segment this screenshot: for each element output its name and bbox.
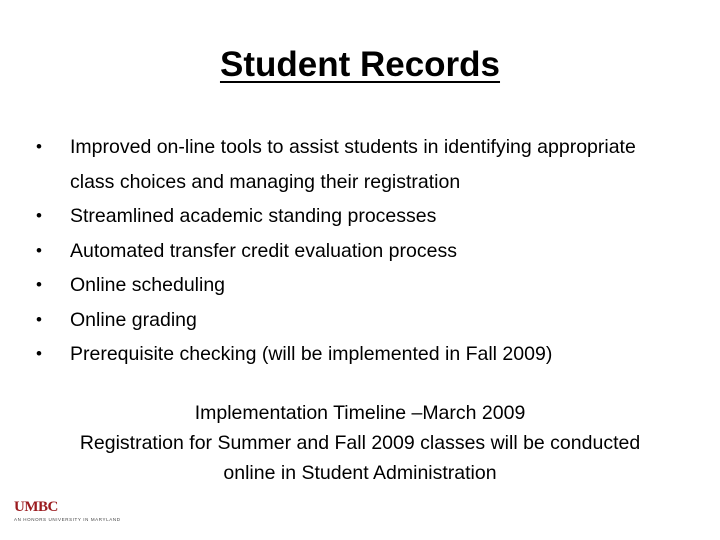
bullet-item — [36, 199, 676, 234]
bullet-text: Prerequisite checking (will be implemented in Fall 2009) — [70, 343, 553, 365]
bullet-text: Online scheduling — [70, 274, 226, 296]
timeline-line-3: online in Student Administration — [223, 462, 497, 484]
bullet-text: Automated transfer credit evaluation process — [70, 239, 457, 262]
bullet-item — [36, 268, 676, 303]
bullet-list — [36, 130, 676, 372]
bullet-text: Online grading — [70, 308, 197, 331]
slide-title: Student Records — [219, 45, 501, 84]
bullet-icon: • — [36, 206, 42, 225]
timeline-line-2: Registration for Summer and Fall 2009 classes will be conducted — [79, 432, 641, 454]
bullet-item — [36, 234, 676, 269]
implementation-timeline — [20, 398, 700, 488]
bullet-icon: • — [36, 240, 42, 260]
bullet-icon: • — [36, 137, 42, 156]
bullet-item — [36, 337, 676, 372]
bullet-item — [36, 303, 676, 338]
timeline-line-1: Implementation Timeline –March 2009 — [194, 402, 526, 424]
bullet-text: Improved on-line tools to assist students in identifying appropriate class choices and managing their registration — [70, 136, 636, 193]
bullet-icon: • — [36, 309, 42, 329]
bullet-icon: • — [36, 275, 42, 294]
umbc-logo — [14, 500, 144, 528]
logo-tagline: AN HONORS UNIVERSITY IN MARYLAND — [14, 517, 121, 522]
bullet-icon: • — [36, 344, 42, 363]
bullet-item — [36, 130, 676, 199]
logo-wordmark: UMBC — [14, 499, 58, 515]
bullet-text: Streamlined academic standing processes — [70, 205, 437, 227]
